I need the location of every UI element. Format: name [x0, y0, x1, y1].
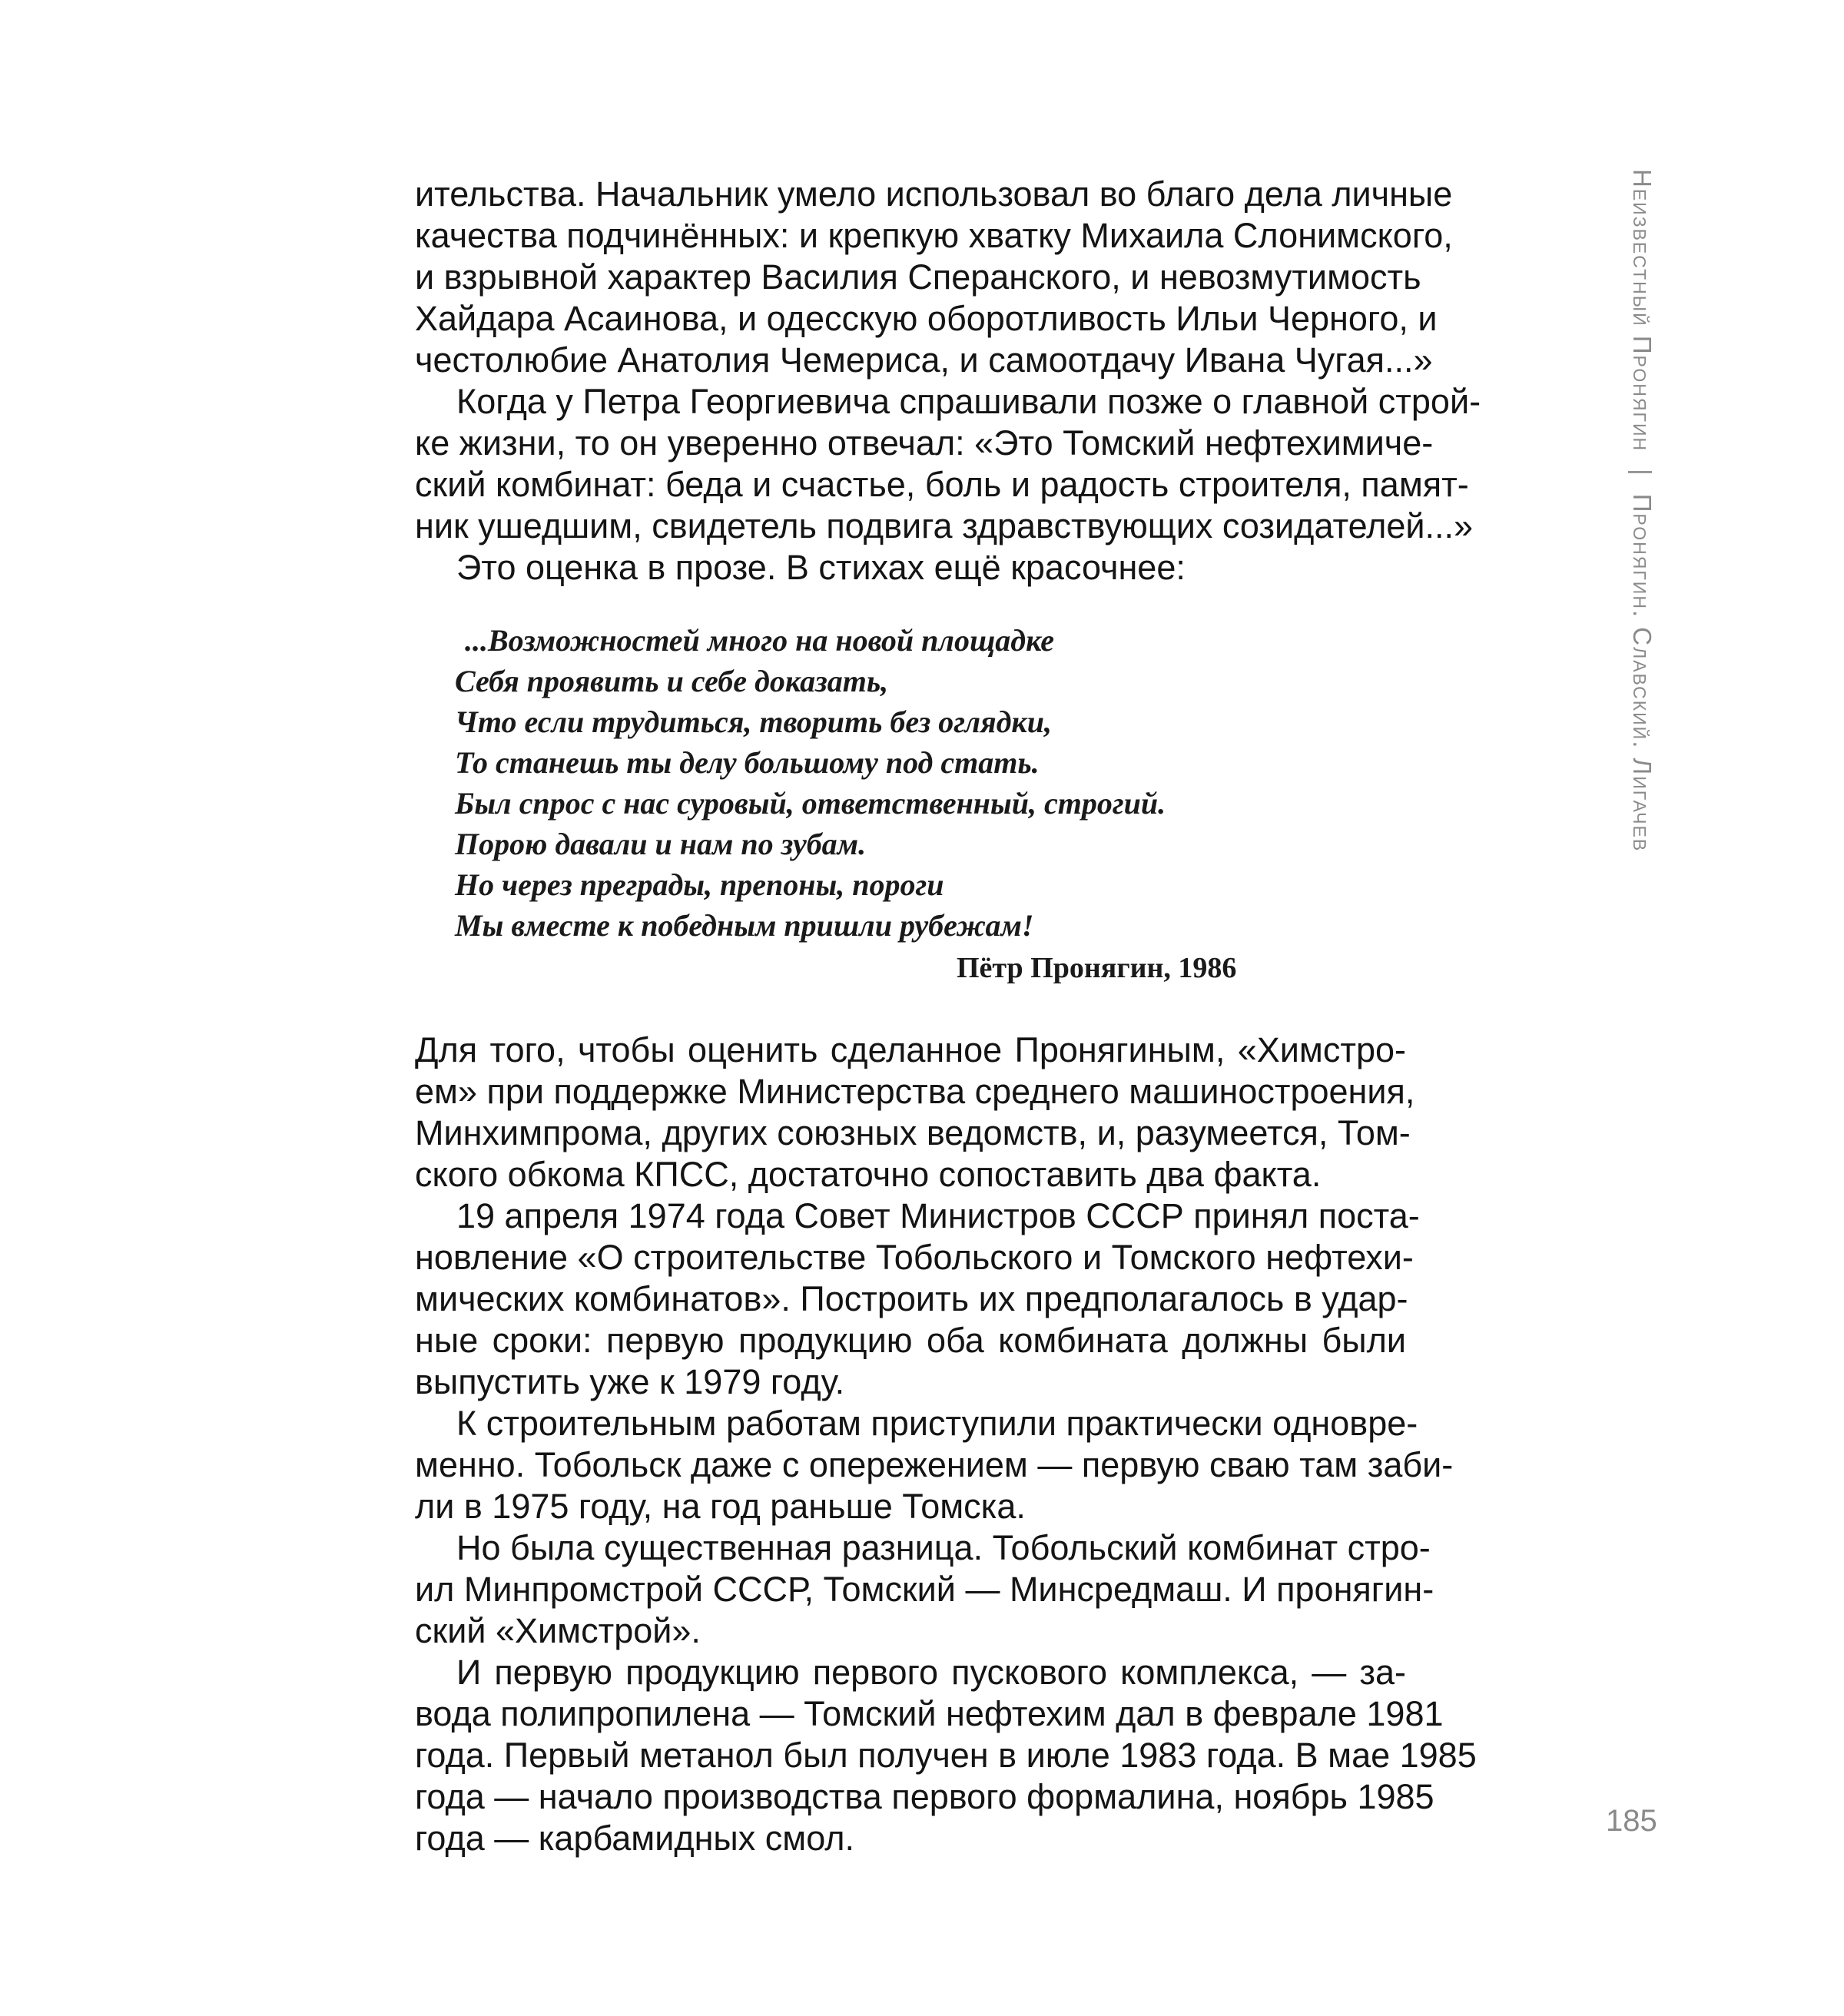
page-number: 185 — [1606, 1804, 1657, 1838]
text-line: ил Минпромстрой СССР, Томский — Минсредмаш. И пронягин- — [415, 1570, 1434, 1609]
text-line: года — начало производства первого формалина, ноябрь 1985 — [415, 1777, 1434, 1816]
text-line: Когда у Петра Георгиевича спрашивали позже о главной строй- — [456, 382, 1481, 421]
running-head-chapter-title: Пронягин. Славский. Лигачев — [1628, 493, 1657, 853]
poem-line: Порою давали и нам по зубам. — [455, 827, 867, 861]
text-line: ского обкома КПСС, достаточно сопоставить два факта. — [415, 1155, 1322, 1194]
running-head — [1627, 169, 1657, 852]
text-line: 19 апреля 1974 года Совет Министров СССР принял поста- — [456, 1196, 1420, 1235]
poem-line: Мы вместе к победным пришли рубежам! — [455, 908, 1034, 943]
text-line: честолюбие Анатолия Чемериса, и самоотдачу Ивана Чугая...» — [415, 340, 1433, 380]
poem-line: ...Возможностей много на новой площадке — [465, 623, 1054, 658]
text-line: К строительным работам приступили практически одновре- — [456, 1404, 1418, 1443]
text-line: вода полипропилена — Томский нефтехим дал в феврале 1981 — [415, 1694, 1444, 1733]
poem-line: Но через преграды, препоны, пороги — [455, 867, 944, 902]
text-line: Хайдара Асаинова, и одесскую оборотливость Ильи Черного, и — [415, 299, 1438, 338]
text-line: новление «О строительстве Тобольского и Томского нефтехи- — [415, 1238, 1414, 1277]
text-line: И первую продукцию первого пускового комплекса, — за- — [456, 1653, 1406, 1692]
text-line: качества подчинённых: и крепкую хватку Михаила Слонимского, — [415, 216, 1453, 255]
text-line: и взрывной характер Василия Сперанского, и невозмутимость — [415, 257, 1421, 297]
text-line: Но была существенная разница. Тобольский комбинат стро- — [456, 1528, 1431, 1567]
poem-line: Себя проявить и себе доказать, — [455, 664, 889, 698]
running-head-separator: | — [1628, 469, 1657, 477]
poem-line: Был спрос с нас суровый, ответственный, строгий. — [455, 786, 1166, 821]
text-line: мических комбинатов». Построить их предполагалось в удар- — [415, 1279, 1408, 1318]
text-line: менно. Тобольск даже с опережением — первую сваю там заби- — [415, 1445, 1454, 1484]
text-line: ные сроки: первую продукцию оба комбината должны были — [415, 1321, 1406, 1360]
text-line: ительства. Начальник умело использовал во благо дела личные — [415, 174, 1453, 214]
text-line: Минхимпрома, других союзных ведомств, и, разумеется, Том- — [415, 1113, 1411, 1152]
text-line: выпустить уже к 1979 году. — [415, 1362, 845, 1401]
text-line: ский комбинат: беда и счастье, боль и радость строителя, памят- — [415, 465, 1469, 504]
poem-author: Пётр Пронягин, 1986 — [957, 952, 1237, 984]
text-line: года — карбамидных смол. — [415, 1819, 855, 1858]
text-line: ке жизни, то он уверенно отвечал: «Это Томский нефтехимиче- — [415, 423, 1434, 463]
running-head-book-title: Неизвестный Пронягин — [1628, 169, 1657, 453]
text-line: ник ушедшим, свидетель подвига здравствующих созидателей...» — [415, 506, 1474, 545]
text-line: года. Первый метанол был получен в июле 1983 года. В мае 1985 — [415, 1736, 1477, 1775]
poem-line: Что если трудиться, творить без оглядки, — [455, 705, 1052, 739]
poem-line: То станешь ты делу большому под стать. — [455, 745, 1040, 780]
text-line: Это оценка в прозе. В стихах ещё красочнее: — [456, 548, 1186, 587]
text-line: Для того, чтобы оценить сделанное Пронягиным, «Химстро- — [415, 1030, 1406, 1069]
text-line: ский «Химстрой». — [415, 1611, 701, 1650]
text-line: ем» при поддержке Министерства среднего машиностроения, — [415, 1072, 1415, 1111]
text-line: ли в 1975 году, на год раньше Томска. — [415, 1487, 1026, 1526]
